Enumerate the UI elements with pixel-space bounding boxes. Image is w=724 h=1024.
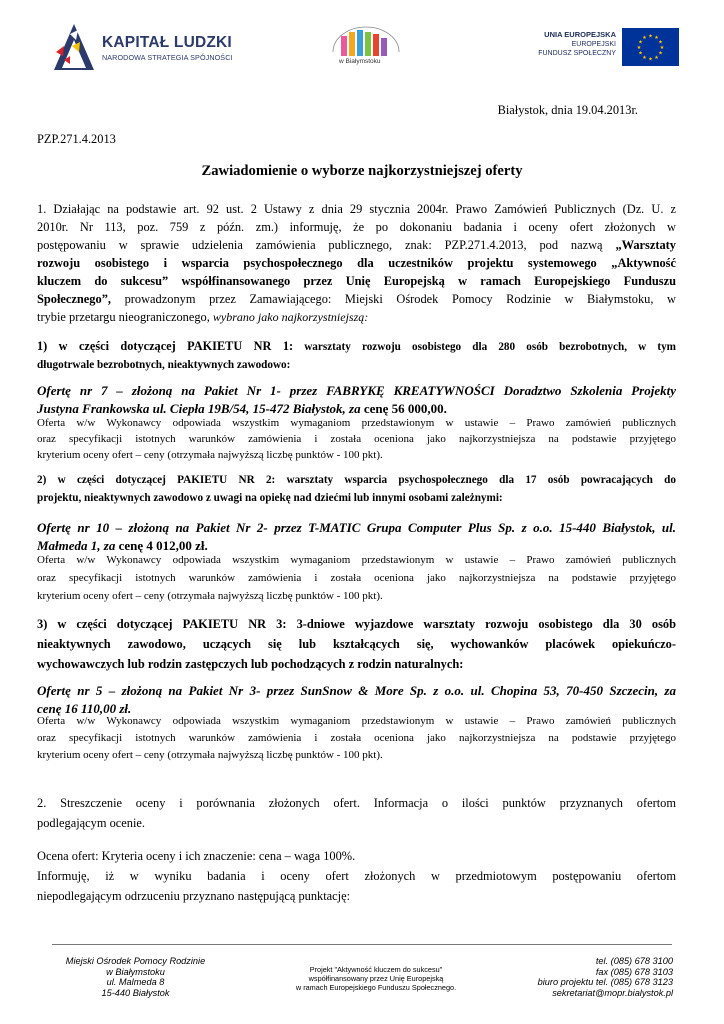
p1-italic: wybrano jako najkorzystniejszą: <box>212 310 369 324</box>
svg-text:★: ★ <box>642 35 647 41</box>
pakiet-3-desc-line: Oferta w/w Wykonawcy odpowiada wszystkim wymaganiom przedstawionym w ustawie – Prawo zamówień publicznych <box>37 715 676 727</box>
eu-line2: EUROPEJSKI <box>571 40 616 48</box>
svg-text:★: ★ <box>648 56 653 63</box>
footer-project-line: Projekt "Aktywność kluczem do sukcesu" <box>309 965 443 974</box>
svg-text:★: ★ <box>654 35 659 41</box>
pakiet-3-heading-line: 3) w części dotyczącej PAKIETU NR 3: 3-dniowe wyjazdowe warsztaty rozwoju osobistego dla 30 osób <box>37 617 676 631</box>
footer-project-line: w ramach Europejskiego Funduszu Społecznego. <box>295 982 457 992</box>
p1-line <box>37 290 676 308</box>
pakiet-1-offer-text: Justyna Frankowska ul. Ciepła 19B/54, 15-472 Białystok, za <box>37 401 364 416</box>
pakiet-1-offer <box>37 382 676 418</box>
pakiet-1-heading-c: długotrwale bezrobotnych, nieaktywnych zawodowo: <box>37 359 291 371</box>
pakiet-1-desc-line: Oferta w/w Wykonawcy odpowiada wszystkim wymaganiom przedstawionym w ustawie – Prawo zamówień publicznych <box>37 417 676 429</box>
pakiet-1-desc-line: kryterium oceny ofert – ceny (otrzymała najwyższą liczbę punktów - 100 pkt). <box>37 449 383 461</box>
pakiet-1-heading <box>37 337 676 356</box>
pakiet-2-section <box>37 471 676 507</box>
document-date: Białystok, dnia 19.04.2013r. <box>497 103 638 117</box>
footer-email: sekretariat@mopr.bialystok.pl <box>552 987 673 998</box>
pakiet-2-desc-line: oraz specyfikacji istotnych warunków zamówienia i została oceniona jako najkorzystniejsza na podstawie przyjętego <box>37 572 676 584</box>
paragraph-3 <box>37 846 676 906</box>
kapital-ludzki-title: KAPITAŁ LUDZKI <box>102 34 232 51</box>
footer-address-line: ul. Malmeda 8 <box>106 977 165 987</box>
pakiet-3-description <box>37 713 676 764</box>
pakiet-1-offer-line: Ofertę nr 7 – złożoną na Pakiet Nr 1- przez FABRYKĘ KREATYWNOŚCI Doradztwo Szkolenia Projekty <box>37 383 676 398</box>
footer-address-line: w Białymstoku <box>106 966 165 977</box>
pakiet-3-heading-line: nieaktywnych zawodowo, uczących się lub kształcących się, wychowanków placówek opiekuńczo- <box>37 637 676 651</box>
p1-text: trybie przetargu nieograniczonego, <box>37 310 213 324</box>
document-reference: PZP.271.4.2013 <box>37 132 116 146</box>
eu-line1: UNIA EUROPEJSKA <box>544 30 616 39</box>
pakiet-1-desc-line: oraz specyfikacji istotnych warunków zamówienia i została oceniona jako najkorzystniejsza na podstawie przyjętego <box>37 433 676 445</box>
eu-flag-icon <box>622 28 679 66</box>
p1-line <box>37 236 676 254</box>
pakiet-2-heading-line: projektu, nieaktywnych zawodowo z uwagi na opiekę nad dziećmi lub innymi osobami zależnymi: <box>37 492 503 504</box>
document-title: Zawiadomienie o wyborze najkorzystniejszej oferty <box>201 163 523 179</box>
p3-line: Ocena ofert: Kryteria oceny i ich znaczenie: cena – waga 100%. <box>37 849 356 863</box>
paragraph-1 <box>37 200 676 326</box>
svg-text:★: ★ <box>659 45 665 51</box>
p1-text: postępowaniu w sprawie udzielenia zamówienia publicznego, znak: PZP.271.4.2013, pod nazwą <box>37 238 616 252</box>
pakiet-1-heading-a: 1) w części dotyczącej PAKIETU NR 1: <box>37 339 294 353</box>
footer-contact <box>495 956 673 998</box>
p1-bold: Społecznego”, <box>37 292 111 306</box>
footer-divider <box>52 944 672 945</box>
pakiet-1-description <box>37 415 676 463</box>
footer-address-line: Miejski Ośrodek Pomocy Rodzinie <box>65 956 206 966</box>
footer-fax: fax (085) 678 3103 <box>595 966 673 977</box>
pakiet-3-desc-line: kryterium oceny ofert – ceny (otrzymała najwyższą liczbę punktów - 100 pkt). <box>37 749 383 761</box>
pakiet-2-heading-line: 2) w części dotyczącej PAKIETU NR 2: warsztaty wsparcia psychospołecznego dla 17 osób powracających do <box>37 474 676 486</box>
p3-line: niepodlegającym odrzuceniu przyznano następującą punktację: <box>37 889 351 903</box>
pakiet-2-desc-line: kryterium oceny ofert – ceny (otrzymała najwyższą liczbę punktów - 100 pkt). <box>37 590 383 602</box>
pakiet-3-desc-line: oraz specyfikacji istotnych warunków zamówienia i została oceniona jako najkorzystniejsza na podstawie przyjętego <box>37 732 676 744</box>
svg-text:★: ★ <box>638 50 643 57</box>
footer-address <box>58 956 213 998</box>
pakiet-3-heading-line: wychowawczych lub rodzin zastępczych lub pochodzących z rodzin naturalnych: <box>37 657 464 671</box>
eu-line3: FUNDUSZ SPOŁECZNY <box>538 50 616 57</box>
p3-line: Informuję, iż w wyniku badania i oceny ofert złożonych w przedmiotowym postępowaniu ofertom <box>37 869 676 883</box>
pakiet-2-offer <box>37 519 676 555</box>
p1-text: prowadzonym przez Zamawiającego: Miejski Ośrodek Pomocy Rodzinie w Białymstoku, w <box>111 292 676 306</box>
footer-phone: tel. (085) 678 3100 <box>595 956 673 966</box>
p1-bold: „Warsztaty <box>615 238 676 252</box>
p1-line <box>37 308 676 326</box>
svg-text:★: ★ <box>648 33 653 40</box>
svg-text:★: ★ <box>654 55 659 61</box>
pakiet-2-offer-line: Ofertę nr 10 – złożoną na Pakiet Nr 2- przez T-MATIC Grupa Computer Plus Sp. z o.o. 15-440 Białystok, ul. <box>37 520 676 535</box>
p1-line: rozwoju osobistego i wsparcia psychospołecznego dla uczestników projektu systemowego „Aktywność <box>37 256 676 270</box>
pakiet-3-offer-line: Ofertę nr 5 – złożoną na Pakiet Nr 3- przez SunSnow & More Sp. z o.o. ul. Chopina 53, 70-450 Szczecin, za <box>37 683 676 698</box>
pakiet-3-section <box>37 614 676 674</box>
pakiet-2-offer-text: Małmeda 1, za <box>37 538 119 553</box>
svg-text:★: ★ <box>636 45 642 51</box>
mopr-logo-text: w Białymstoku <box>339 58 381 65</box>
svg-text:★: ★ <box>642 55 647 61</box>
p1-line: kluczem do sukcesu” współfinansowanego przez Unię Europejską w ramach Europejskiego Funduszu <box>37 274 676 288</box>
kapital-ludzki-subtitle: NARODOWA STRATEGIA SPÓJNOŚCI <box>102 53 233 62</box>
svg-text:★: ★ <box>658 39 663 46</box>
svg-text:★: ★ <box>658 50 663 57</box>
pakiet-3-price: cenę 16 110,00 zł. <box>37 701 132 716</box>
p2-line: 2. Streszczenie oceny i porównania złożonych ofert. Informacja o ilości punktów przyznanych ofertom <box>37 796 676 810</box>
footer-address-line: 15-440 Białystok <box>101 987 170 998</box>
eu-text <box>520 30 616 59</box>
p1-line: 1. Działając na podstawie art. 92 ust. 2 Ustawy z dnia 29 stycznia 2004r. Prawo Zamówień Publicznych (Dz. U. z <box>37 202 676 216</box>
pakiet-1-section <box>37 337 676 374</box>
pakiet-2-price: cenę 4 012,00 zł. <box>118 538 208 553</box>
pakiet-1-price: cenę 56 000,00. <box>363 401 447 416</box>
p1-line: 2010r. Nr 113, poz. 759 z późn. zm.) informuję, że po dokonaniu badania i oceny ofert złożonych w <box>37 220 676 234</box>
footer-project-phone: biuro projektu tel. (085) 678 3123 <box>537 977 673 987</box>
pakiet-2-description <box>37 551 676 605</box>
footer-project <box>268 966 484 992</box>
pakiet-2-desc-line: Oferta w/w Wykonawcy odpowiada wszystkim wymaganiom przedstawionym w ustawie – Prawo zamówień publicznych <box>37 554 676 566</box>
pakiet-1-heading-b: warsztaty rozwoju osobistego dla 280 osób bezrobotnych, w tym <box>293 341 676 353</box>
p2-line: podlegającym ocenie. <box>37 816 146 830</box>
footer-project-line: współfinansowany przez Unię Europejską <box>308 973 444 983</box>
svg-text:★: ★ <box>638 39 643 46</box>
paragraph-2 <box>37 793 676 833</box>
